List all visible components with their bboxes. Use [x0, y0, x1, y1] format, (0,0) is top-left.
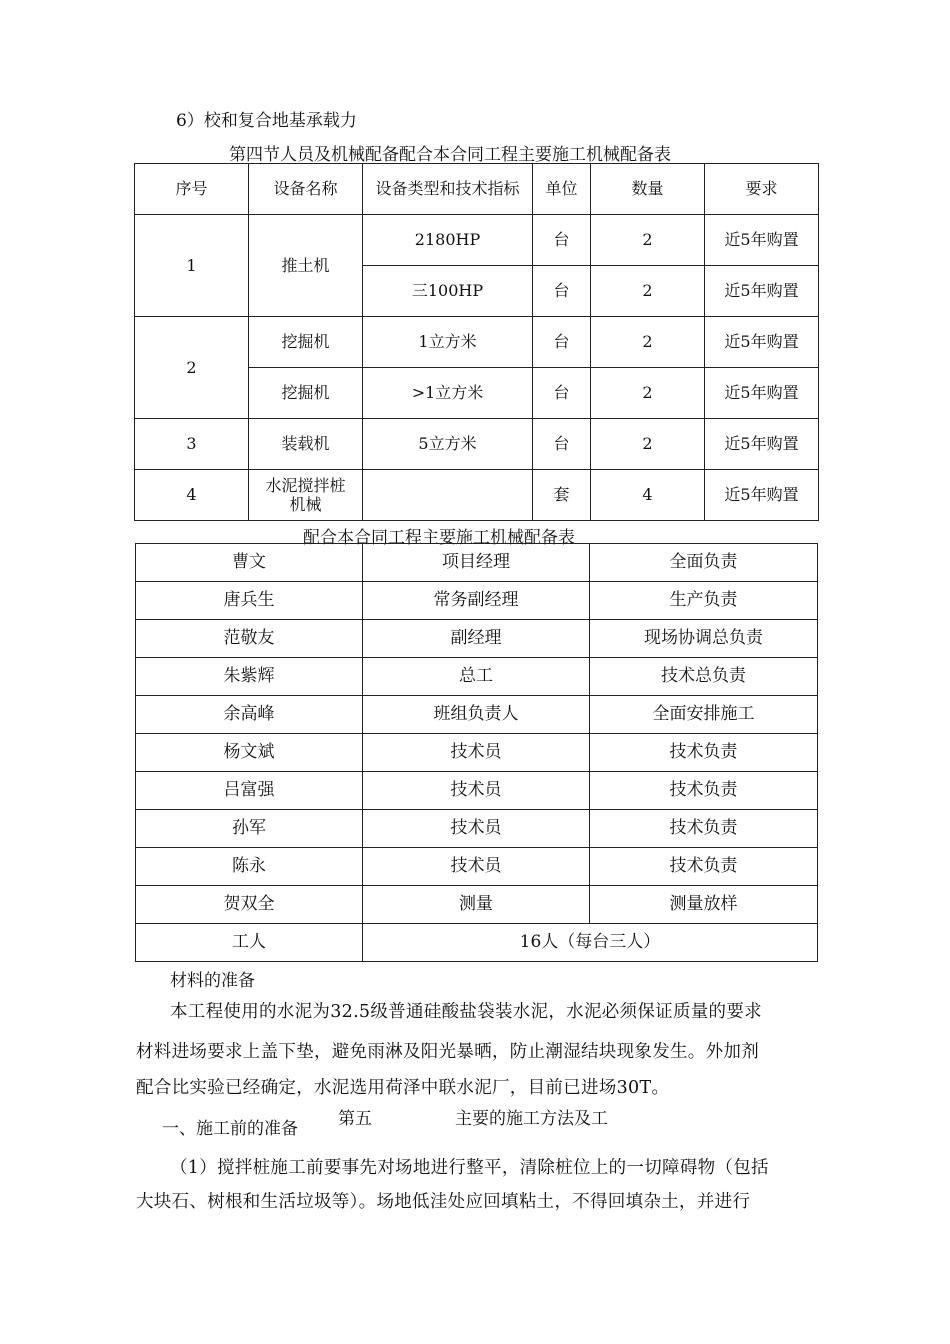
staff-role: 技术员 — [363, 734, 590, 772]
equipment-name: 推土机 — [249, 215, 363, 317]
equipment-name: 水泥搅拌桩机械 — [249, 470, 363, 521]
staff-duty: 全面安排施工 — [590, 696, 818, 734]
equipment-spec — [363, 470, 533, 521]
table-row — [136, 924, 818, 962]
staff-duty: 现场协调总负责 — [590, 620, 818, 658]
equipment-name: 挖掘机 — [249, 317, 363, 368]
row-number: 2 — [135, 317, 249, 419]
overlap-text-right: 主要的施工方法及工 — [455, 1109, 608, 1129]
staff-role: 班组负责人 — [363, 696, 590, 734]
equipment-qty: 2 — [591, 419, 705, 470]
equipment-unit: 台 — [533, 215, 591, 266]
staff-table — [135, 543, 818, 962]
header-cell: 数量 — [591, 164, 705, 215]
header-cell: 单位 — [533, 164, 591, 215]
staff-role: 副经理 — [363, 620, 590, 658]
table-row — [136, 544, 818, 582]
staff-role: 总工 — [363, 658, 590, 696]
equipment-table — [134, 163, 819, 521]
materials-paragraph-line: 配合比实验已经确定，水泥选用荷泽中联水泥厂，目前已进场30T。 — [136, 1078, 670, 1098]
row-number: 4 — [135, 470, 249, 521]
staff-name: 朱紫辉 — [136, 658, 363, 696]
equipment-name: 挖掘机 — [249, 368, 363, 419]
equipment-unit: 台 — [533, 266, 591, 317]
heading-item: 6）校和复合地基承载力 — [176, 111, 357, 131]
equipment-req: 近5年购置 — [705, 215, 819, 266]
equipment-spec: 5立方米 — [363, 419, 533, 470]
equipment-unit: 台 — [533, 419, 591, 470]
table-row — [136, 582, 818, 620]
header-cell: 设备名称 — [249, 164, 363, 215]
table-row — [136, 772, 818, 810]
equipment-req: 近5年购置 — [705, 368, 819, 419]
table-row — [136, 734, 818, 772]
header-cell: 序号 — [135, 164, 249, 215]
equipment-spec: 2180HP — [363, 215, 533, 266]
prep-paragraph-line: （1）搅拌桩施工前要事先对场地进行整平，清除桩位上的一切障碍物（包括 — [170, 1158, 769, 1178]
materials-paragraph-line: 材料进场要求上盖下垫，避免雨淋及阳光暴晒，防止潮湿结块现象发生。外加剂 — [136, 1042, 759, 1062]
table-row — [136, 620, 818, 658]
workers-count: 16人（每台三人） — [363, 924, 818, 962]
staff-role: 技术员 — [363, 772, 590, 810]
staff-role: 常务副经理 — [363, 582, 590, 620]
staff-name: 工人 — [136, 924, 363, 962]
staff-duty: 技术负责 — [590, 772, 818, 810]
table1-caption: 第四节人员及机械配备配合本合同工程主要施工机械配备表 — [229, 145, 671, 165]
staff-name: 贺双全 — [136, 886, 363, 924]
overlap-text-left: 第五 — [338, 1109, 372, 1129]
staff-name: 曹文 — [136, 544, 363, 582]
equipment-req: 近5年购置 — [705, 470, 819, 521]
materials-heading: 材料的准备 — [170, 971, 255, 991]
staff-role: 测量 — [363, 886, 590, 924]
staff-duty: 测量放样 — [590, 886, 818, 924]
staff-duty: 生产负责 — [590, 582, 818, 620]
table-row — [135, 419, 819, 470]
table-row — [136, 810, 818, 848]
staff-duty: 技术负责 — [590, 810, 818, 848]
equipment-req: 近5年购置 — [705, 266, 819, 317]
staff-name: 唐兵生 — [136, 582, 363, 620]
table-row — [136, 696, 818, 734]
equipment-qty: 4 — [591, 470, 705, 521]
table-row — [135, 317, 819, 368]
equipment-req: 近5年购置 — [705, 419, 819, 470]
table-row — [136, 658, 818, 696]
staff-duty: 技术负责 — [590, 734, 818, 772]
staff-role: 技术员 — [363, 810, 590, 848]
staff-name: 杨文斌 — [136, 734, 363, 772]
staff-name: 余高峰 — [136, 696, 363, 734]
equipment-name: 装载机 — [249, 419, 363, 470]
header-cell: 设备类型和技术指标 — [363, 164, 533, 215]
equipment-spec: 三100HP — [363, 266, 533, 317]
equipment-unit: 台 — [533, 317, 591, 368]
row-number: 3 — [135, 419, 249, 470]
header-cell: 要求 — [705, 164, 819, 215]
table-row — [135, 470, 819, 521]
staff-duty: 全面负责 — [590, 544, 818, 582]
prep-paragraph-line: 大块石、树根和生活垃圾等）。场地低洼处应回填粘土，不得回填杂土，并进行 — [136, 1192, 751, 1212]
materials-paragraph-line: 本工程使用的水泥为32.5级普通硅酸盐袋装水泥，水泥必须保证质量的要求 — [170, 1002, 762, 1022]
equipment-spec: 1立方米 — [363, 317, 533, 368]
section-heading: 一、施工前的准备 — [162, 1119, 298, 1139]
equipment-unit: 台 — [533, 368, 591, 419]
equipment-qty: 2 — [591, 317, 705, 368]
equipment-spec: >1立方米 — [363, 368, 533, 419]
table-row — [136, 848, 818, 886]
staff-duty: 技术总负责 — [590, 658, 818, 696]
staff-role: 技术员 — [363, 848, 590, 886]
equipment-unit: 套 — [533, 470, 591, 521]
staff-name: 吕富强 — [136, 772, 363, 810]
staff-name: 孙军 — [136, 810, 363, 848]
staff-duty: 技术负责 — [590, 848, 818, 886]
table2-caption: 配合本合同工程主要施工机械配备表 — [303, 528, 575, 548]
staff-role: 项目经理 — [363, 544, 590, 582]
equipment-qty: 2 — [591, 266, 705, 317]
equipment-qty: 2 — [591, 368, 705, 419]
table-row — [135, 215, 819, 266]
table-row — [136, 886, 818, 924]
row-number: 1 — [135, 215, 249, 317]
staff-name: 陈永 — [136, 848, 363, 886]
table-header-row — [135, 164, 819, 215]
staff-name: 范敬友 — [136, 620, 363, 658]
equipment-qty: 2 — [591, 215, 705, 266]
equipment-req: 近5年购置 — [705, 317, 819, 368]
